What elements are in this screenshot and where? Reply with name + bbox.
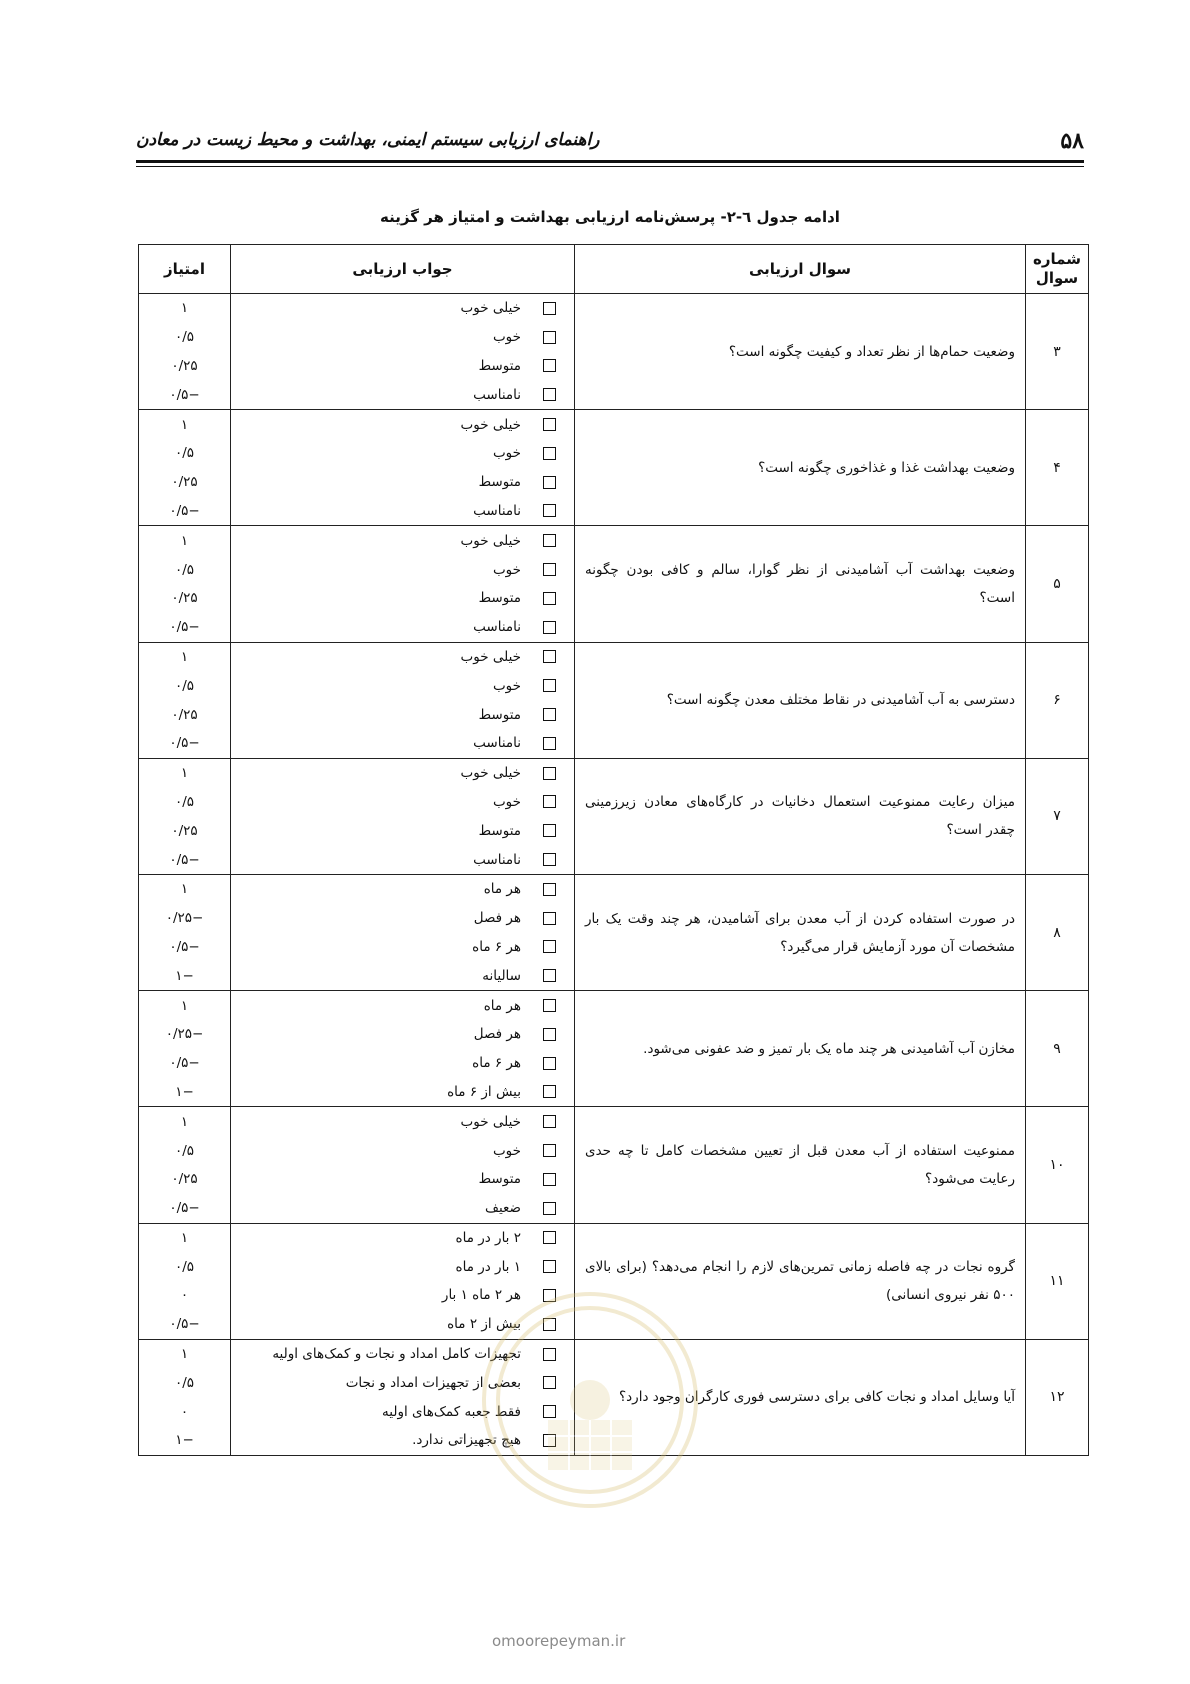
answer-label: هر فصل xyxy=(473,1026,521,1043)
answer-label: بیش از ۲ ماه xyxy=(447,1316,521,1333)
running-title: راهنمای ارزیابی سیستم ایمنی، بهداشت و محیط زیست در معادن xyxy=(136,130,600,150)
checkbox-icon[interactable] xyxy=(543,1057,556,1070)
score-value: ۰/۵− xyxy=(169,386,200,403)
answer-label: خوب xyxy=(492,561,521,578)
question-number: ۱۰ xyxy=(1026,1107,1089,1223)
answer-option[interactable] xyxy=(231,991,574,1020)
answer-label: بعضی از تجهیزات امداد و نجات xyxy=(345,1374,521,1391)
score-values xyxy=(139,874,231,990)
checkbox-icon[interactable] xyxy=(543,767,556,780)
checkbox-icon[interactable] xyxy=(543,1085,556,1098)
table-caption: ادامه جدول ٦-۲- پرسش‌نامه ارزیابی بهداشت و امتیاز هر گزینه xyxy=(380,208,840,226)
score-value: ۰ xyxy=(180,1287,189,1304)
score-value: ۰/۵ xyxy=(174,1258,195,1275)
answer-option[interactable] xyxy=(231,904,574,933)
checkbox-icon[interactable] xyxy=(543,679,556,692)
answer-label: نامناسب xyxy=(473,735,521,752)
checkbox-icon[interactable] xyxy=(543,795,556,808)
answer-option[interactable] xyxy=(231,671,574,700)
score-value: ۰/۲۵ xyxy=(171,474,198,491)
question-text: میزان رعایت ممنوعیت استعمال دخانیات در کارگاه‌های معادن زیرزمینی چقدر است؟ xyxy=(575,758,1026,874)
answer-label: خوب xyxy=(492,793,521,810)
answer-option[interactable] xyxy=(231,875,574,904)
answer-option[interactable] xyxy=(231,584,574,613)
checkbox-icon[interactable] xyxy=(543,534,556,547)
answer-option[interactable] xyxy=(231,468,574,497)
question-text: گروه نجات در چه فاصله زمانی تمرین‌های لازم را انجام می‌دهد؟ (برای بالای ۵۰۰ نفر نیروی انسانی) xyxy=(575,1223,1026,1339)
table-row xyxy=(139,991,1089,1107)
answer-label: خوب xyxy=(492,677,521,694)
score-value: ۱− xyxy=(175,1432,194,1449)
question-number: ۸ xyxy=(1026,874,1089,990)
question-number: ۵ xyxy=(1026,526,1089,642)
checkbox-icon[interactable] xyxy=(543,621,556,634)
answer-options xyxy=(231,526,575,642)
table-header-row xyxy=(139,245,1089,294)
table-row xyxy=(139,1107,1089,1223)
answer-label: نامناسب xyxy=(473,502,521,519)
answer-option[interactable] xyxy=(231,729,574,758)
score-values xyxy=(139,758,231,874)
score-value: ۰/۵− xyxy=(169,619,200,636)
question-text: دسترسی به آب آشامیدنی در نقاط مختلف معدن چگونه است؟ xyxy=(575,642,1026,758)
question-text: در صورت استفاده کردن از آب معدن برای آشامیدن، هر چند وقت یک بار مشخصات آن مورد آزمایش قرار می‌گیرد؟ xyxy=(575,874,1026,990)
answer-label: خیلی خوب xyxy=(460,1113,521,1130)
score-values xyxy=(139,410,231,526)
answer-label: نامناسب xyxy=(473,386,521,403)
answer-option[interactable] xyxy=(231,1136,574,1165)
answer-option[interactable] xyxy=(231,816,574,845)
checkbox-icon[interactable] xyxy=(543,388,556,401)
checkbox-icon[interactable] xyxy=(543,650,556,663)
score-value: ۰/۵− xyxy=(169,938,200,955)
answer-option[interactable] xyxy=(231,933,574,962)
answer-label: ضعیف xyxy=(484,1200,521,1217)
checkbox-icon[interactable] xyxy=(543,1144,556,1157)
answer-label: خوب xyxy=(492,1142,521,1159)
checkbox-icon[interactable] xyxy=(543,853,556,866)
score-value: ۱ xyxy=(180,765,189,782)
score-values xyxy=(139,526,231,642)
score-value: ۰/۵ xyxy=(174,445,195,462)
answer-option[interactable] xyxy=(231,1194,574,1223)
answer-option[interactable] xyxy=(231,1224,574,1253)
answer-options xyxy=(231,874,575,990)
question-text: وضعیت بهداشت آب آشامیدنی از نظر گوارا، سالم و کافی بودن چگونه است؟ xyxy=(575,526,1026,642)
answer-label: هر ۲ ماه ۱ بار xyxy=(441,1287,521,1304)
answer-option[interactable] xyxy=(231,497,574,526)
score-value: ۰/۵− xyxy=(169,1055,200,1072)
score-value: ۰/۵ xyxy=(174,329,195,346)
answer-label: خوب xyxy=(492,445,521,462)
question-text: ممنوعیت استفاده از آب معدن قبل از تعیین مشخصات کامل تا چه حدی رعایت می‌شود؟ xyxy=(575,1107,1026,1223)
question-number: ۳ xyxy=(1026,294,1089,410)
answer-option[interactable] xyxy=(231,961,574,990)
answer-label: متوسط xyxy=(478,357,521,374)
score-values xyxy=(139,1223,231,1339)
table-row xyxy=(139,294,1089,410)
answer-options xyxy=(231,991,575,1107)
table-row xyxy=(139,642,1089,758)
checkbox-icon[interactable] xyxy=(543,1260,556,1273)
answer-label: خیلی خوب xyxy=(460,532,521,549)
score-value: ۰/۵− xyxy=(169,735,200,752)
answer-label: نامناسب xyxy=(473,851,521,868)
question-number: ۶ xyxy=(1026,642,1089,758)
question-number: ۷ xyxy=(1026,758,1089,874)
score-value: ۰/۵ xyxy=(174,561,195,578)
answer-options xyxy=(231,294,575,410)
answer-option[interactable] xyxy=(231,700,574,729)
evaluation-table xyxy=(138,244,1089,1456)
question-text: آیا وسایل امداد و نجات کافی برای دسترسی فوری کارگران وجود دارد؟ xyxy=(575,1339,1026,1455)
question-number: ۱۱ xyxy=(1026,1223,1089,1339)
score-value: ۱ xyxy=(180,532,189,549)
answer-option[interactable] xyxy=(231,526,574,555)
checkbox-icon[interactable] xyxy=(543,969,556,982)
score-value: ۰/۵− xyxy=(169,1316,200,1333)
answer-label: تجهیزات کامل امداد و نجات و کمک‌های اولیه xyxy=(272,1346,521,1363)
score-value: ۰/۲۵ xyxy=(171,822,198,839)
table-row xyxy=(139,874,1089,990)
watermark-site: omoorepeyman.ir xyxy=(492,1632,626,1650)
score-value: ۱ xyxy=(180,1346,189,1363)
header-rule-thick xyxy=(136,160,1084,163)
answer-option[interactable] xyxy=(231,323,574,352)
table-body xyxy=(139,294,1089,1456)
answer-option[interactable] xyxy=(231,380,574,409)
table-row xyxy=(139,526,1089,642)
score-value: ۱− xyxy=(175,967,194,984)
checkbox-icon[interactable] xyxy=(543,331,556,344)
answer-label: متوسط xyxy=(478,474,521,491)
answer-label: خیلی خوب xyxy=(460,416,521,433)
score-value: ۰/۲۵ xyxy=(171,706,198,723)
answer-label: ۲ بار در ماه xyxy=(455,1229,521,1246)
question-text: وضعیت حمام‌ها از نظر تعداد و کیفیت چگونه است؟ xyxy=(575,294,1026,410)
answer-label: هیچ تجهیزاتی ندارد. xyxy=(412,1432,521,1449)
page-number: ۵۸ xyxy=(1060,128,1084,154)
checkbox-icon[interactable] xyxy=(543,883,556,896)
answer-option[interactable] xyxy=(231,1020,574,1049)
answer-option[interactable] xyxy=(231,1252,574,1281)
answer-options xyxy=(231,1107,575,1223)
score-values xyxy=(139,991,231,1107)
checkbox-icon[interactable] xyxy=(543,563,556,576)
answer-label: خیلی خوب xyxy=(460,300,521,317)
checkbox-icon[interactable] xyxy=(543,418,556,431)
score-value: ۰/۲۵− xyxy=(165,1026,204,1043)
checkbox-icon[interactable] xyxy=(543,1028,556,1041)
score-value: ۱ xyxy=(180,997,189,1014)
checkbox-icon[interactable] xyxy=(543,1173,556,1186)
checkbox-icon[interactable] xyxy=(543,302,556,315)
answer-label: ۱ بار در ماه xyxy=(455,1258,521,1275)
answer-option[interactable] xyxy=(231,410,574,439)
header-question: سوال ارزیابی xyxy=(575,245,1026,294)
score-value: ۰/۲۵ xyxy=(171,590,198,607)
checkbox-icon[interactable] xyxy=(543,1202,556,1215)
checkbox-icon[interactable] xyxy=(543,999,556,1012)
answer-option[interactable] xyxy=(231,643,574,672)
answer-options xyxy=(231,642,575,758)
question-text: وضعیت بهداشت غذا و غذاخوری چگونه است؟ xyxy=(575,410,1026,526)
score-value: ۰/۵ xyxy=(174,1374,195,1391)
answer-label: متوسط xyxy=(478,822,521,839)
checkbox-icon[interactable] xyxy=(543,737,556,750)
checkbox-icon[interactable] xyxy=(543,1231,556,1244)
question-number: ۴ xyxy=(1026,410,1089,526)
answer-label: خیلی خوب xyxy=(460,765,521,782)
answer-label: هر فصل xyxy=(473,910,521,927)
question-text: مخازن آب آشامیدنی هر چند ماه یک بار تمیز و ضد عفونی می‌شود. xyxy=(575,991,1026,1107)
checkbox-icon[interactable] xyxy=(543,824,556,837)
answer-label: سالیانه xyxy=(482,967,521,984)
answer-option[interactable] xyxy=(231,294,574,323)
table-row xyxy=(139,410,1089,526)
answer-options xyxy=(231,410,575,526)
score-value: ۱ xyxy=(180,1229,189,1246)
score-value: ۱ xyxy=(180,881,189,898)
answer-options xyxy=(231,758,575,874)
answer-option[interactable] xyxy=(231,759,574,788)
score-value: ۰/۵− xyxy=(169,1200,200,1217)
score-values xyxy=(139,1339,231,1455)
answer-label: خیلی خوب xyxy=(460,648,521,665)
score-value: ۰/۲۵− xyxy=(165,910,204,927)
answer-option[interactable] xyxy=(231,613,574,642)
score-value: ۰/۵ xyxy=(174,677,195,694)
question-number: ۱۲ xyxy=(1026,1339,1089,1455)
checkbox-icon[interactable] xyxy=(543,504,556,517)
header-score: امتیاز xyxy=(139,245,231,294)
score-value: ۰/۵− xyxy=(169,502,200,519)
answer-label: خوب xyxy=(492,329,521,346)
score-value: ۱ xyxy=(180,648,189,665)
answer-label: متوسط xyxy=(478,706,521,723)
checkbox-icon[interactable] xyxy=(543,359,556,372)
checkbox-icon[interactable] xyxy=(543,447,556,460)
table-row xyxy=(139,758,1089,874)
page-header xyxy=(136,128,1084,164)
answer-option[interactable] xyxy=(231,555,574,584)
checkbox-icon[interactable] xyxy=(543,592,556,605)
checkbox-icon[interactable] xyxy=(543,1115,556,1128)
score-value: ۰/۲۵ xyxy=(171,1171,198,1188)
score-values xyxy=(139,294,231,410)
watermark-seal xyxy=(478,1288,702,1512)
answer-label: هر ماه xyxy=(483,881,521,898)
answer-option[interactable] xyxy=(231,439,574,468)
checkbox-icon[interactable] xyxy=(543,708,556,721)
header-rule-thin xyxy=(136,166,1084,167)
answer-label: هر ۶ ماه xyxy=(472,938,521,955)
score-values xyxy=(139,642,231,758)
score-value: ۱ xyxy=(180,1113,189,1130)
answer-label: متوسط xyxy=(478,590,521,607)
score-value: ۰/۲۵ xyxy=(171,357,198,374)
answer-option[interactable] xyxy=(231,352,574,381)
score-value: ۱ xyxy=(180,300,189,317)
answer-label: هر ۶ ماه xyxy=(472,1055,521,1072)
answer-label: هر ماه xyxy=(483,997,521,1014)
score-values xyxy=(139,1107,231,1223)
score-value: ۰/۵− xyxy=(169,851,200,868)
checkbox-icon[interactable] xyxy=(543,940,556,953)
score-value: ۰/۵ xyxy=(174,793,195,810)
header-answer: جواب ارزیابی xyxy=(231,245,575,294)
score-value: ۱− xyxy=(175,1083,194,1100)
checkbox-icon[interactable] xyxy=(543,476,556,489)
score-value: ۰ xyxy=(180,1403,189,1420)
checkbox-icon[interactable] xyxy=(543,912,556,925)
answer-option[interactable] xyxy=(231,845,574,874)
answer-label: متوسط xyxy=(478,1171,521,1188)
score-value: ۱ xyxy=(180,416,189,433)
score-value: ۰/۵ xyxy=(174,1142,195,1159)
answer-option[interactable] xyxy=(231,1049,574,1078)
question-number: ۹ xyxy=(1026,991,1089,1107)
answer-option[interactable] xyxy=(231,788,574,817)
answer-option[interactable] xyxy=(231,1165,574,1194)
answer-label: نامناسب xyxy=(473,619,521,636)
answer-option[interactable] xyxy=(231,1107,574,1136)
answer-option[interactable] xyxy=(231,1078,574,1107)
answer-label: بیش از ۶ ماه xyxy=(447,1083,521,1100)
header-question-number: شماره سوال xyxy=(1026,245,1089,294)
answer-label: فقط جعبه کمک‌های اولیه xyxy=(382,1403,521,1420)
